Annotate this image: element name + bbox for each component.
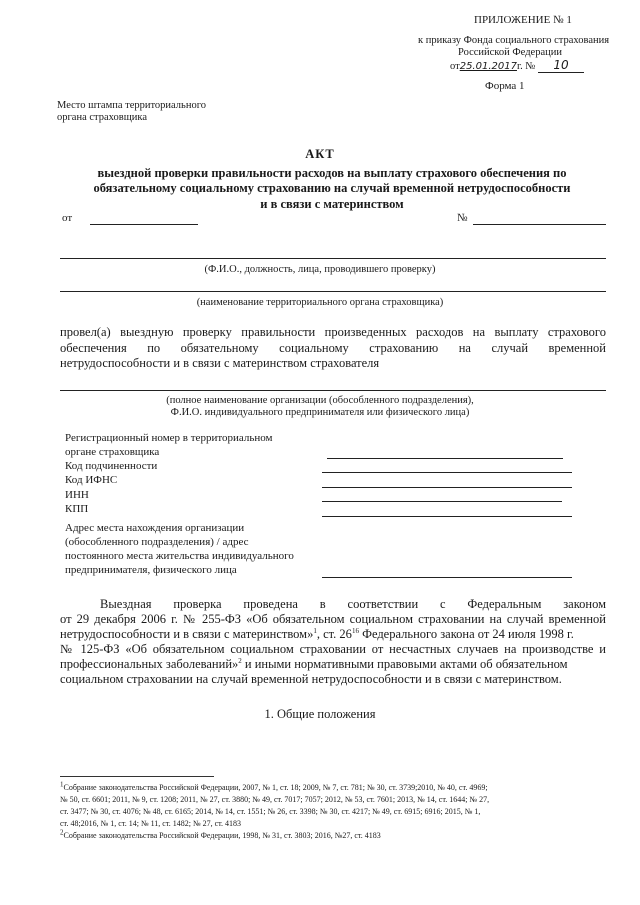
intro-line-2: обеспечения по обязательному социальному страхованию на случай временной (60, 341, 606, 355)
body-line-5b: и иными нормативными правовыми актами об обязательном (241, 657, 568, 671)
footnote-2-text: Собрание законодательства Российской Федерации, 1998, № 31, ст. 3803; 2016, №27, ст. 4183 (63, 831, 381, 840)
order-reference: к приказу Фонда социального страхования (418, 35, 610, 46)
body-line-6: социальном страховании на случай временной нетрудоспособности и в связи с материнством. (60, 672, 562, 686)
footnote-1-line-1 (60, 780, 488, 792)
organization-caption-2: Ф.И.О. индивидуального предпринимателя или физического лица) (170, 407, 470, 418)
body-line-1: Выездная проверка проведена в соответствии с Федеральным законом (100, 597, 606, 611)
intro-line-1: провел(а) выездную проверку правильности произведенных расходов на выплату страхового (60, 325, 606, 339)
order-number-prefix: г. № (516, 61, 536, 72)
organization-name-field[interactable] (60, 390, 606, 391)
order-date-prefix: от (450, 61, 460, 72)
body-line-5a: профессиональных заболеваний» (60, 657, 239, 671)
date-label: от (62, 212, 73, 224)
reg-number-field[interactable] (327, 458, 563, 459)
kpp-field[interactable] (322, 516, 572, 517)
order-date-value: 25.01.2017 (459, 61, 517, 72)
ifns-code-label: Код ИФНС (65, 474, 118, 486)
article-superscript: 16 (351, 626, 359, 635)
footnote-1-line-2: № 50, ст. 6601; 2011, № 9, ст. 1208; 2011, № 27, ст. 3880; № 49, ст. 7017; 7057; 2012, № 53, ст. 7601; 2013, № 14, ст. 1644; № 27, (60, 795, 490, 804)
document-title: АКТ (305, 147, 335, 161)
footnote-1-text-1: Собрание законодательства Российской Федерации, 2007, № 1, ст. 18; 2009, № 7, ст. 781; № 30, ст. 3739;2010, № 40, ст. 4969; (63, 783, 488, 792)
inspector-caption: (Ф.И.О., должность, лица, проводившего проверку) (204, 264, 436, 275)
organization-caption-1: (полное наименование организации (обособленного подразделения), (166, 395, 474, 406)
address-field[interactable] (322, 577, 572, 578)
footnote-1-line-3: ст. 3477; № 30, ст. 4076; № 48, ст. 6165; 2014, № 14, ст. 1551; № 26, ст. 3398; № 30, ст. 4217; № 49, ст. 6915; 6916; 2015, № 1, (60, 807, 481, 816)
number-label: № (457, 212, 468, 224)
body-line-3c: Федерального закона от 24 июля 1998 г. (358, 627, 574, 641)
inn-field[interactable] (322, 501, 562, 502)
form-label: Форма 1 (485, 80, 525, 92)
reg-number-label: Регистрационный номер в территориальном (65, 432, 273, 444)
body-line-5 (60, 657, 606, 672)
footnote-1-line-4: ст. 48;2016, № 1, ст. 14; № 11, ст. 1482; № 27, ст. 4183 (60, 819, 242, 828)
document-subtitle-line2: обязательному социальному страхованию на случай временной нетрудоспособности (93, 181, 571, 195)
order-reference-country: Российской Федерации (458, 47, 562, 58)
address-label-2: (обособленного подразделения) / адрес (65, 536, 249, 548)
footnote-separator (60, 776, 214, 777)
number-field[interactable] (473, 224, 606, 225)
inn-label: ИНН (65, 489, 89, 501)
order-date-line (450, 58, 584, 73)
address-label-3: постоянного места жительства индивидуального (65, 550, 294, 562)
stamp-place-label-2: органа страховщика (57, 112, 148, 123)
body-line-3a: нетрудоспособности и в связи с материнством» (60, 627, 314, 641)
body-line-2: от 29 декабря 2006 г. № 255-ФЗ «Об обязательном социальном страховании на случай временной (60, 612, 606, 626)
address-label-4: предпринимателя, физического лица (65, 564, 237, 576)
footnote-2-mark: 2 (60, 828, 64, 837)
footnote-ref-1: 1 (313, 626, 317, 635)
footnote-ref-2: 2 (238, 656, 242, 665)
section-heading: 1. Общие положения (264, 707, 376, 721)
address-label-1: Адрес места нахождения организации (65, 522, 245, 534)
stamp-place-label: Место штампа территориального (57, 100, 206, 111)
document-subtitle-line3: и в связи с материнством (260, 197, 404, 211)
date-field[interactable] (90, 224, 198, 225)
subordination-code-label: Код подчиненности (65, 460, 158, 472)
order-number-value: 10 (538, 58, 584, 73)
footnote-2 (60, 828, 381, 840)
intro-line-3: нетрудоспособности и в связи с материнством страхователя (60, 356, 380, 370)
ifns-code-field[interactable] (322, 487, 572, 488)
territorial-organ-field[interactable] (60, 291, 606, 292)
subordination-code-field[interactable] (322, 472, 572, 473)
footnote-1-mark: 1 (60, 780, 64, 789)
inspector-field[interactable] (60, 258, 606, 259)
kpp-label: КПП (65, 503, 89, 515)
appendix-label: ПРИЛОЖЕНИЕ № 1 (474, 14, 572, 26)
body-line-4: № 125-ФЗ «Об обязательном социальном страховании от несчастных случаев на производстве и (60, 642, 606, 656)
territorial-organ-caption: (наименование территориального органа страховщика) (196, 297, 444, 308)
reg-number-label-2: органе страховщика (65, 446, 160, 458)
document-subtitle-line1: выездной проверки правильности расходов на выплату страхового обеспечения по (97, 166, 567, 180)
body-line-3 (60, 627, 606, 642)
body-line-3b: , ст. 26 (316, 627, 352, 641)
